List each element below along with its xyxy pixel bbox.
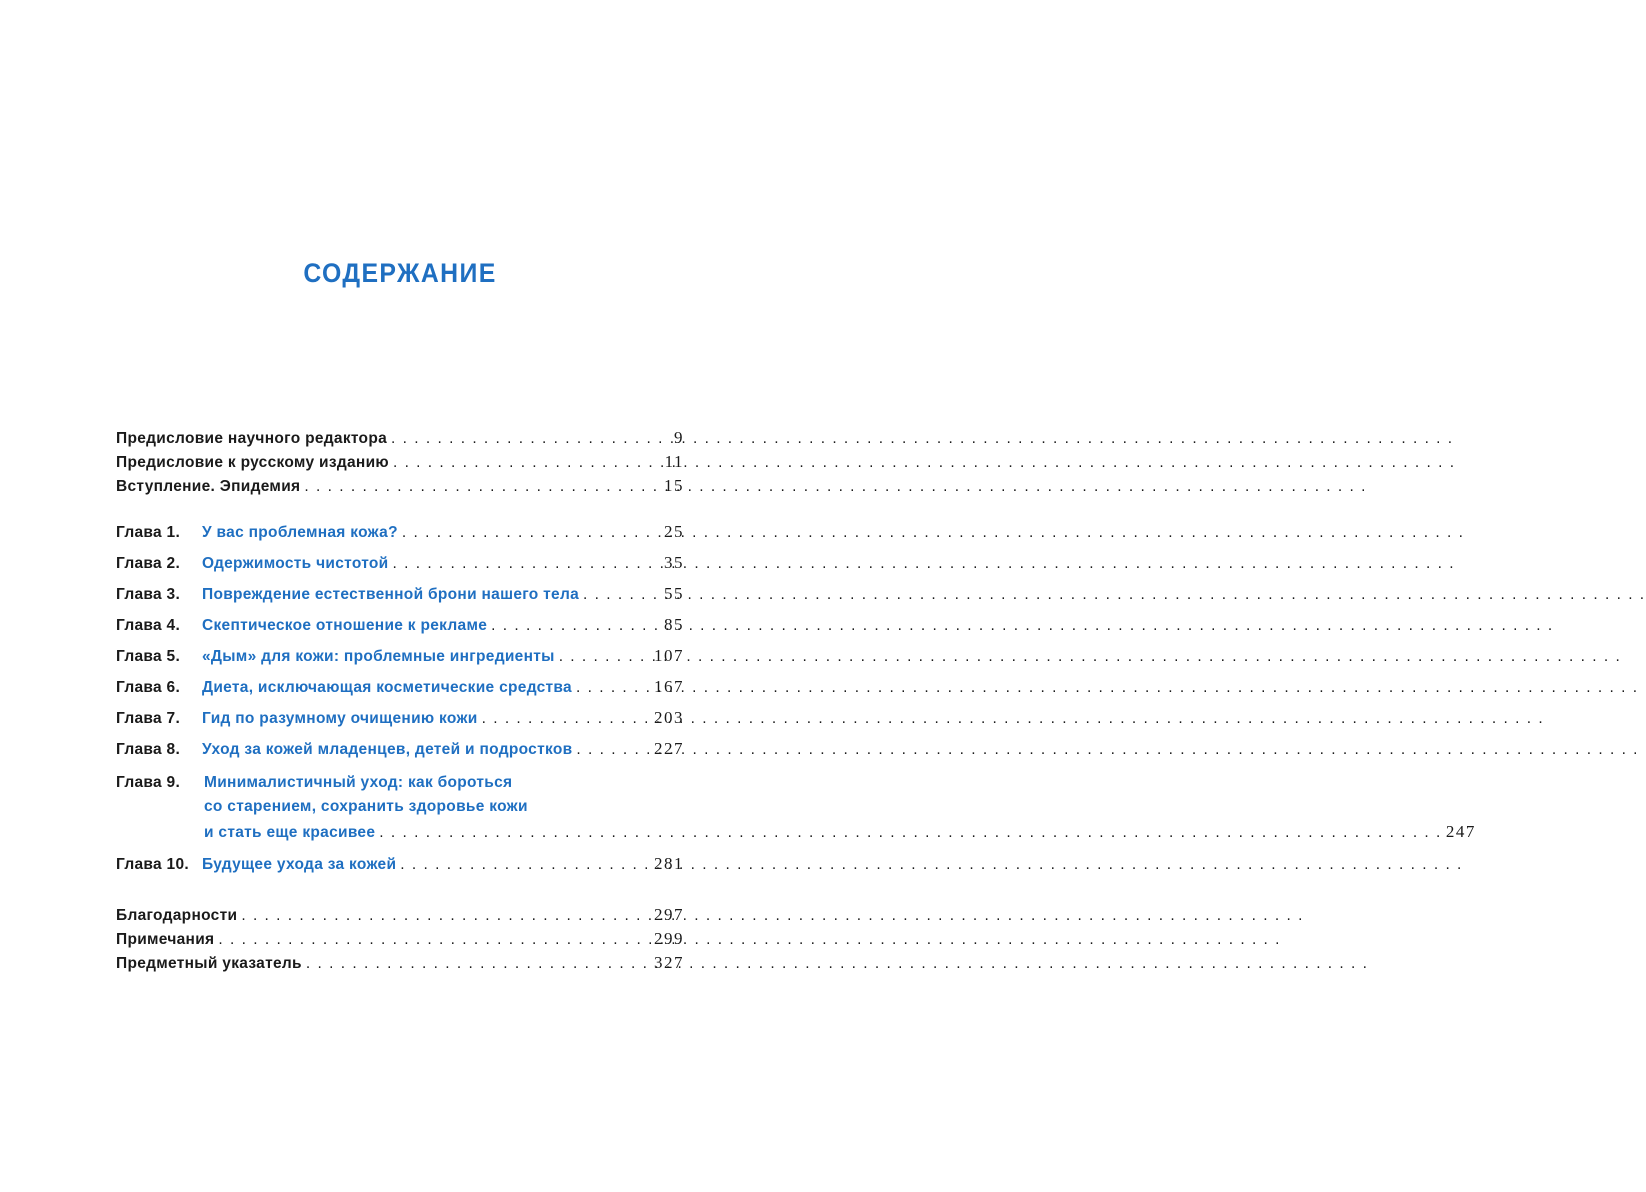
dot-leader xyxy=(400,856,650,874)
dot-leader xyxy=(241,907,650,925)
page-number: 9 xyxy=(674,428,684,447)
page-number: 35 xyxy=(664,553,684,572)
table-of-contents xyxy=(116,428,1476,977)
page-number: 203 xyxy=(654,708,684,727)
page-number: 281 xyxy=(654,854,684,873)
page-number: 107 xyxy=(654,646,684,665)
dot-leader xyxy=(391,430,670,448)
back-matter xyxy=(116,905,684,977)
dot-leader xyxy=(491,617,660,635)
chapter-title: Будущее ухода за кожей xyxy=(202,856,397,873)
page-number: 227 xyxy=(654,739,684,758)
chapter-number: Глава 5. xyxy=(116,648,181,665)
dot-leader xyxy=(583,586,660,604)
chapter-title: Повреждение естественной брони нашего тела xyxy=(202,586,580,603)
page-number: 167 xyxy=(654,677,684,696)
entry-label: Предисловие к русскому изданию xyxy=(116,454,389,471)
dot-leader xyxy=(306,955,650,973)
toc-entry[interactable] xyxy=(116,953,684,977)
chapter-title: Скептическое отношение к рекламе xyxy=(202,617,488,634)
toc-chapter[interactable] xyxy=(116,584,684,615)
page-number: 327 xyxy=(654,953,684,972)
chapters-list xyxy=(116,522,1476,885)
chapter-title: Одержимость чистотой xyxy=(202,555,389,572)
page-number: 299 xyxy=(654,929,684,948)
chapter-number: Глава 7. xyxy=(116,710,181,727)
entry-label: Предметный указатель xyxy=(116,955,302,972)
chapter-title-line: Минималистичный уход: как бороться xyxy=(204,774,513,791)
toc-chapter[interactable] xyxy=(116,646,684,677)
chapter-number: Глава 2. xyxy=(116,555,181,572)
entry-label: Предисловие научного редактора xyxy=(116,430,388,447)
chapter-title: Уход за кожей младенцев, детей и подростков xyxy=(202,741,573,758)
chapter-number: Глава 4. xyxy=(116,617,181,634)
entry-label: Благодарности xyxy=(116,907,238,924)
chapter-title: «Дым» для кожи: проблемные ингредиенты xyxy=(202,648,555,665)
chapter-number: Глава 1. xyxy=(116,524,181,541)
dot-leader xyxy=(559,648,650,666)
chapter-number: Глава 9. xyxy=(116,774,181,791)
chapter-number: Глава 6. xyxy=(116,679,181,696)
toc-entry[interactable] xyxy=(116,428,684,452)
front-matter xyxy=(116,428,684,500)
page-number: 85 xyxy=(664,615,684,634)
chapter-number: Глава 8. xyxy=(116,741,181,758)
dot-leader xyxy=(392,555,660,573)
chapter-title-line: со старением, сохранить здоровье кожи xyxy=(204,798,528,815)
dot-leader xyxy=(576,679,650,697)
page-number: 11 xyxy=(664,452,684,471)
toc-entry[interactable] xyxy=(116,476,684,500)
toc-entry[interactable] xyxy=(116,929,684,953)
toc-chapter[interactable] xyxy=(116,677,684,708)
dot-leader xyxy=(402,524,660,542)
chapter-title-line: и стать еще красивее xyxy=(204,824,376,841)
toc-chapter[interactable] xyxy=(116,553,684,584)
chapter-title: Диета, исключающая косметические средства xyxy=(202,679,572,696)
chapter-number: Глава 3. xyxy=(116,586,181,603)
page-number: 25 xyxy=(664,522,684,541)
entry-label: Примечания xyxy=(116,931,215,948)
toc-entry[interactable] xyxy=(116,452,684,476)
page-number: 247 xyxy=(1445,822,1476,841)
dot-leader xyxy=(379,824,1442,842)
page-number: 297 xyxy=(654,905,684,924)
toc-chapter[interactable] xyxy=(116,615,684,646)
toc-chapter[interactable] xyxy=(116,522,684,553)
chapter-title: У вас проблемная кожа? xyxy=(202,524,398,541)
page-number: 55 xyxy=(664,584,684,603)
toc-chapter[interactable] xyxy=(116,774,1476,846)
entry-label: Вступление. Эпидемия xyxy=(116,478,301,495)
page-number: 15 xyxy=(664,476,684,495)
chapter-number: Глава 10. xyxy=(116,856,189,873)
toc-entry[interactable] xyxy=(116,905,684,929)
dot-leader xyxy=(393,454,661,472)
chapter-title: Гид по разумному очищению кожи xyxy=(202,710,478,727)
toc-chapter[interactable] xyxy=(116,708,684,739)
dot-leader xyxy=(218,931,650,949)
toc-chapter[interactable] xyxy=(116,739,684,770)
dot-leader xyxy=(304,478,660,496)
dot-leader xyxy=(576,741,650,759)
dot-leader xyxy=(482,710,650,728)
page-title: СОДЕРЖАНИЕ xyxy=(303,258,497,288)
toc-chapter[interactable] xyxy=(116,854,684,885)
